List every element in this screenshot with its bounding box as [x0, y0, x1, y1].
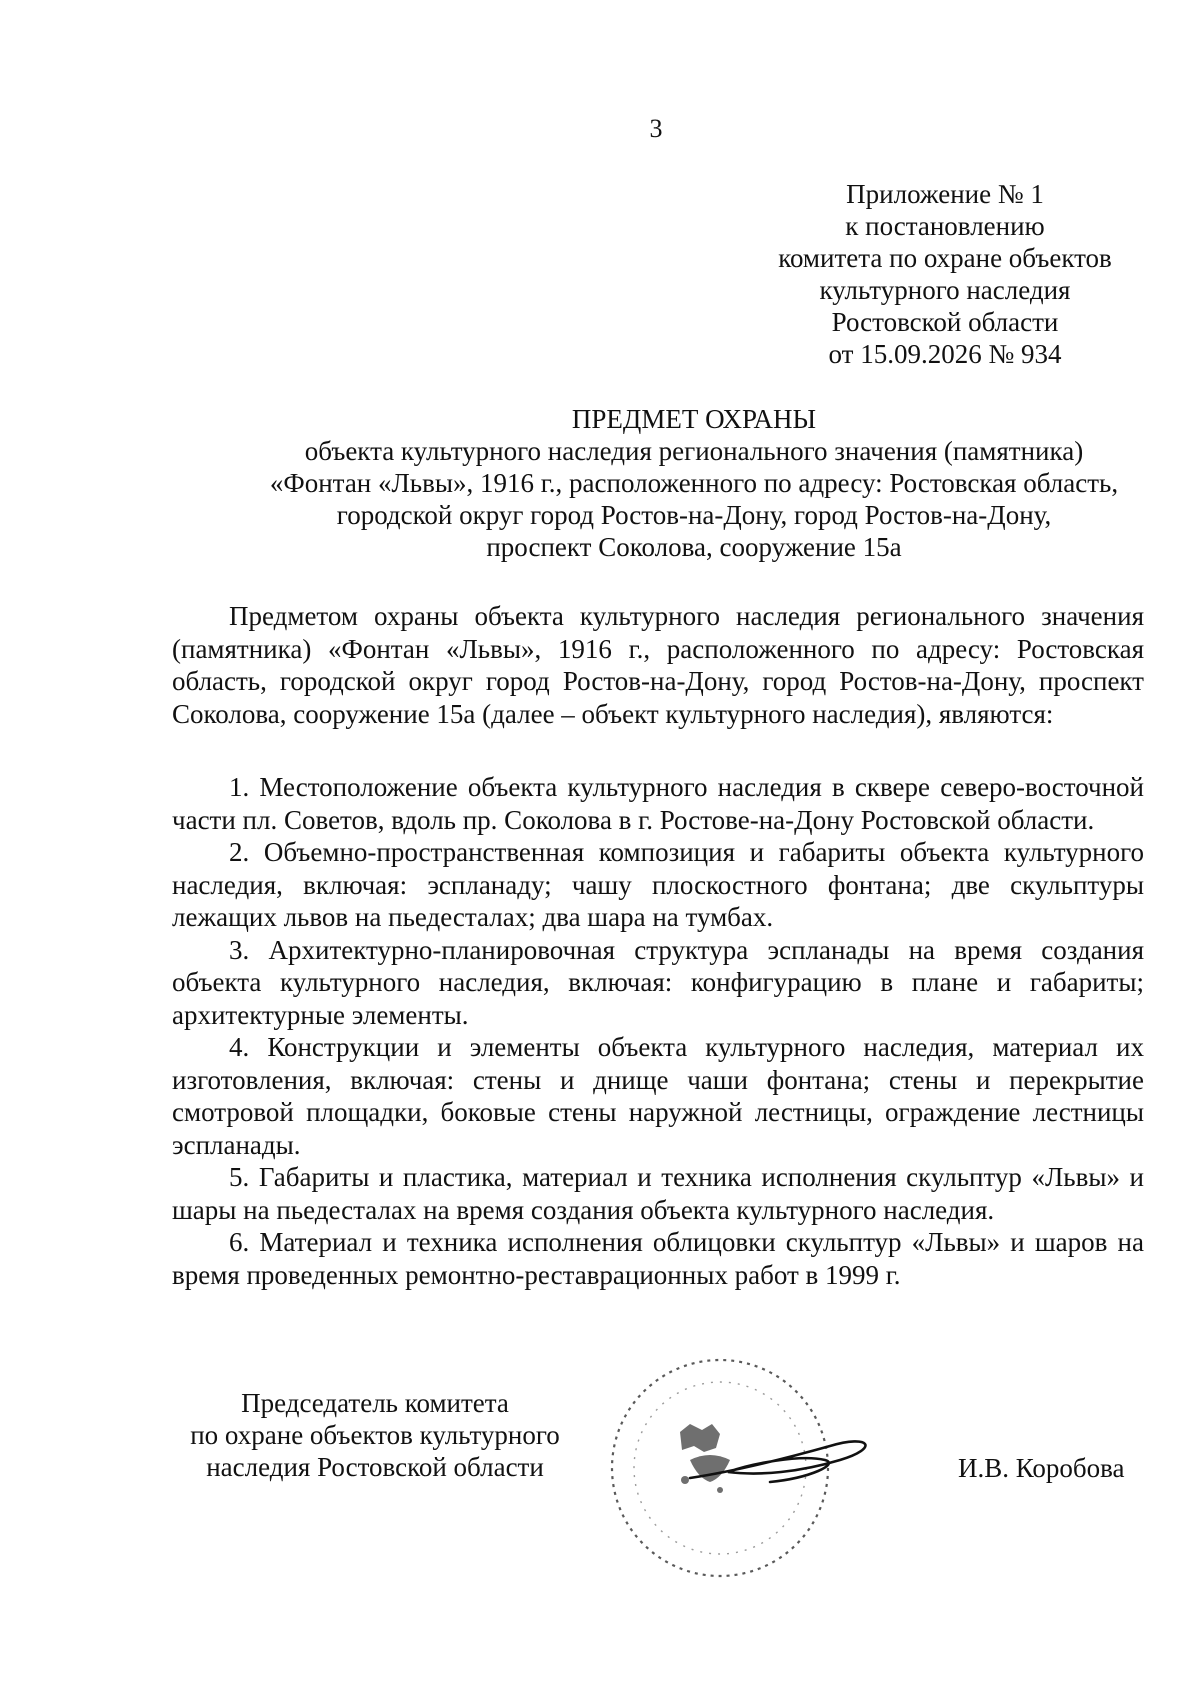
- document-subtitle-line: объекта культурного наследия регионального значения (памятника): [304, 436, 1084, 466]
- document-subtitle-line: «Фонтан «Львы», 1916 г., расположенного по адресу: Ростовская область,: [269, 468, 1119, 498]
- list-item: 6. Материал и техника исполнения облицовки скульптур «Львы» и шаров на время проведенных ремонтно-реставрационных работ в 1999 г.: [172, 1227, 1144, 1290]
- seal-emblem: [680, 1424, 730, 1493]
- appendix-line: культурного наследия: [819, 275, 1071, 305]
- appendix-line: Приложение № 1: [846, 179, 1044, 209]
- appendix-line: Ростовской области: [831, 307, 1059, 337]
- signatory-name: И.В. Коробова: [958, 1453, 1125, 1483]
- appendix-line: комитета по охране объектов: [778, 243, 1112, 273]
- appendix-line: к постановлению: [845, 211, 1045, 241]
- signatory-position: [170, 1387, 580, 1483]
- list-item: 2. Объемно-пространственная композиция и габариты объекта культурного наследия, включая: эспланаду; чашу плоскостного фонтана; две скульптуры лежащих львов на пьедесталах; два шара на тумбах.: [172, 837, 1144, 932]
- document-heading: [150, 403, 1200, 563]
- signatory-position-line: по охране объектов культурного: [190, 1420, 560, 1450]
- intro-paragraph: Предметом охраны объекта культурного наследия регионального значения (памятника) «Фонтан «Львы», 1916 г., расположенного по адресу: Ростовская область, городской округ город Ростов-на-Дону, город Ростов-на-Дону, проспект Соколова, сооружение 15а (далее – объект культурного наследия), являются:: [172, 601, 1144, 729]
- document-subtitle-line: проспект Соколова, сооружение 15а: [486, 532, 902, 562]
- signatory-position-line: наследия Ростовской области: [206, 1452, 544, 1482]
- list-item: 1. Местоположение объекта культурного наследия в сквере северо-восточной части пл. Советов, вдоль пр. Соколова в г. Ростове-на-Дону Ростовской области.: [172, 772, 1144, 835]
- protection-items-list: [172, 771, 1144, 1291]
- document-subtitle-line: городской округ город Ростов-на-Дону, город Ростов-на-Дону,: [336, 500, 1052, 530]
- appendix-block: [740, 178, 1150, 370]
- official-seal-and-signature: [610, 1350, 930, 1590]
- document-title: ПРЕДМЕТ ОХРАНЫ: [571, 404, 817, 434]
- signatory-position-line: Председатель комитета: [241, 1388, 509, 1418]
- appendix-line: от 15.09.2026 № 934: [828, 339, 1062, 369]
- list-item: 3. Архитектурно-планировочная структура эспланады на время создания объекта культурного наследия, включая: конфигурацию в плане и габариты; архитектурные элементы.: [172, 934, 1144, 1030]
- list-item: 4. Конструкции и элементы объекта культурного наследия, материал их изготовления, включая: стены и днище чаши фонтана; стены и перекрытие смотровой площадки, боковые стены наружной лестницы, ограждение лестницы эспланады.: [172, 1032, 1144, 1160]
- page-number: 3: [649, 114, 663, 143]
- list-item: 5. Габариты и пластика, материал и техника исполнения скульптур «Львы» и шары на пьедесталах на время создания объекта культурного наследия.: [172, 1162, 1144, 1225]
